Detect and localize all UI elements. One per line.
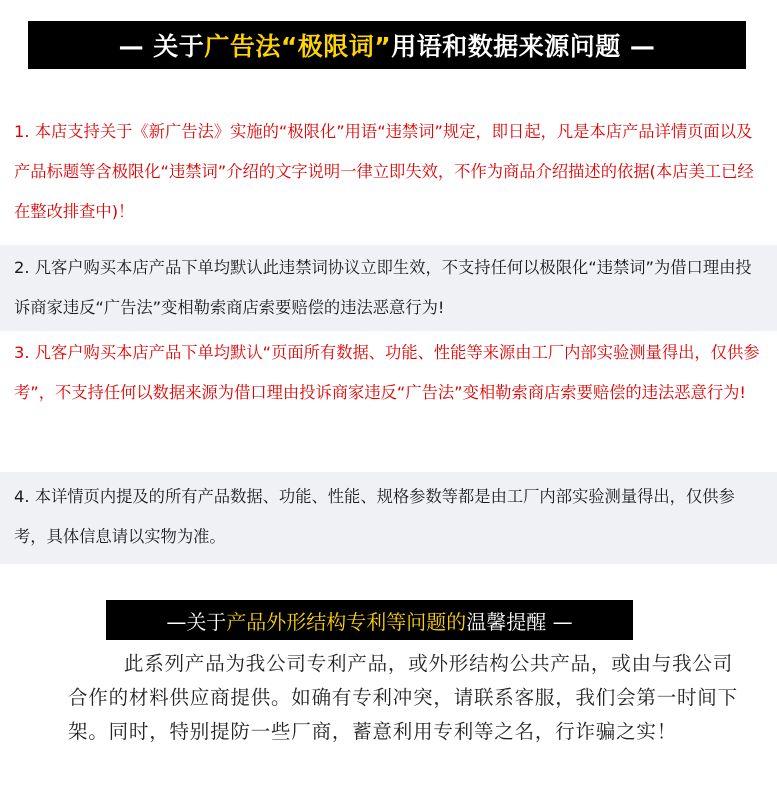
patent-banner-highlight: 产品外形结构专利等问题的 (226, 609, 467, 634)
clause-1 (0, 112, 777, 242)
clause-4 (0, 472, 777, 564)
patent-banner (106, 600, 633, 640)
patent-notice (68, 647, 748, 749)
patent-banner-prefix: —关于 (166, 609, 227, 634)
clause-4-text: 4. 本详情页内提及的所有产品数据、功能、性能、规格参数等都是由工厂内部实验测量得出，仅供参考，具体信息请以实物为准。 (14, 487, 735, 546)
title-banner-prefix: — 关于 (118, 32, 205, 61)
title-banner-suffix: 用语和数据来源问题 — (391, 32, 656, 61)
title-banner (28, 21, 746, 69)
clause-2 (0, 245, 777, 331)
patent-banner-suffix: 温馨提醒 — (466, 609, 573, 634)
clause-2-text: 2. 凡客户购买本店产品下单均默认此违禁词协议立即生效，不支持任何以极限化“违禁词”为借口理由投诉商家违反“广告法”变相勒索商店索要赔偿的违法恶意行为! (14, 258, 752, 317)
patent-notice-text: 此系列产品为我公司专利产品，或外形结构公共产品，或由与我公司合作的材料供应商提供。如确有专利冲突，请联系客服，我们会第一时间下架。同时，特别提防一些厂商，蓄意利用专利等之名，行诈骗之实！ (68, 652, 738, 743)
title-banner-highlight: 广告法“极限词” (204, 32, 392, 61)
clause-3-text: 3. 凡客户购买本店产品下单均默认“页面所有数据、功能、性能等来源由工厂内部实验测量得出，仅供参考”，不支持任何以数据来源为借口理由投诉商家违反“广告法”变相勒索商店索要赔偿的违法恶意行为! (14, 343, 760, 402)
clause-1-text: 1. 本店支持关于《新广告法》实施的“极限化”用语“违禁词”规定，即日起，凡是本店产品详情页面以及产品标题等含极限化“违禁词”介绍的文字说明一律立即失效，不作为商品介绍描述的依据(本店美工已经在整改排查中)！ (14, 122, 754, 221)
clause-3 (0, 333, 777, 463)
